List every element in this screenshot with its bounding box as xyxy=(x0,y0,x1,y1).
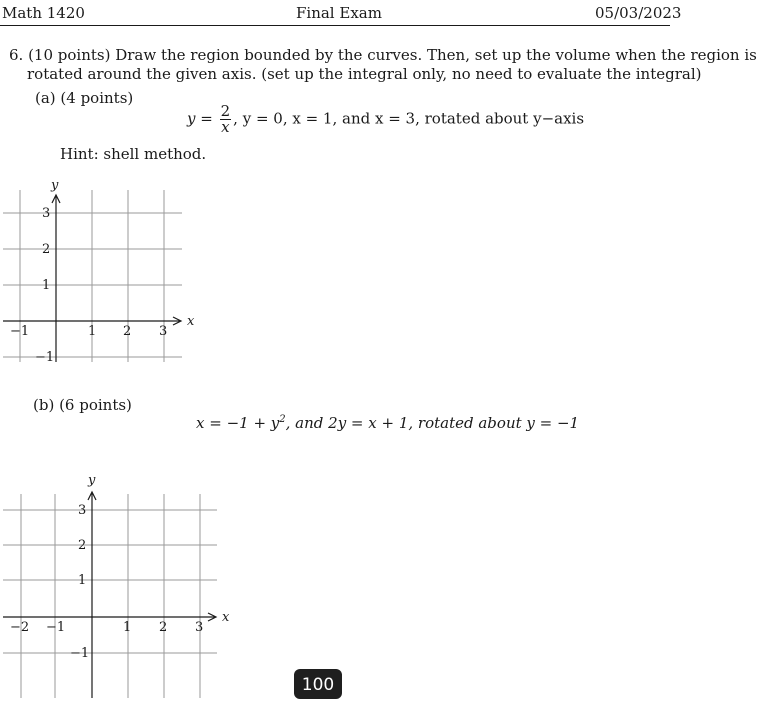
y-tick-label: 3 xyxy=(78,503,87,518)
x-axis-label: x xyxy=(187,314,195,329)
x-tick-label: −2 xyxy=(10,620,30,635)
part-a-equation xyxy=(187,104,584,135)
part-a-label: (a) (4 points) xyxy=(35,89,134,107)
y-tick-label: 2 xyxy=(78,538,87,553)
y-tick-label: 2 xyxy=(42,242,51,257)
x-tick-label: 2 xyxy=(123,324,132,339)
part-b-equation xyxy=(196,414,579,432)
x-tick-label: 3 xyxy=(159,324,168,339)
y-tick-label: −1 xyxy=(35,350,55,365)
part-a-hint: Hint: shell method. xyxy=(60,145,207,163)
header-rule xyxy=(0,25,670,26)
exam-date: 05/03/2023 xyxy=(595,4,682,22)
eq-b-rest: , and 2y = x + 1, rotated about y = −1 xyxy=(285,414,580,432)
eq-rest: , y = 0, x = 1, and x = 3, rotated about y−axis xyxy=(233,109,585,128)
x-tick-label: 3 xyxy=(195,620,204,635)
eq-fraction-denominator: x xyxy=(221,118,230,136)
y-tick-label: 1 xyxy=(42,278,51,293)
eq-equals: = xyxy=(200,109,213,128)
y-tick-label: 3 xyxy=(42,206,51,221)
y-axis-label: y xyxy=(51,178,59,193)
eq-fraction-numerator: 2 xyxy=(220,102,231,120)
problem-line-1: 6. (10 points) Draw the region bounded by the curves. Then, set up the volume when the region is xyxy=(9,46,757,64)
problem-line-2: rotated around the given axis. (set up the integral only, no need to evaluate the integral) xyxy=(27,65,702,83)
x-tick-label: 1 xyxy=(88,324,97,339)
page-count-badge: 100 xyxy=(294,669,342,699)
x-tick-label: −1 xyxy=(10,324,30,339)
exam-title: Final Exam xyxy=(296,4,382,22)
part-b-label: (b) (6 points) xyxy=(33,396,132,414)
y-axis-label: y xyxy=(88,473,96,488)
eq-b-pre: x = −1 + y xyxy=(196,414,280,432)
graph-a xyxy=(0,175,200,370)
x-tick-label: 2 xyxy=(159,620,168,635)
eq-fraction xyxy=(220,104,232,135)
x-axis-label: x xyxy=(222,610,230,625)
x-tick-label: −1 xyxy=(46,620,66,635)
graph-b xyxy=(0,470,240,698)
graph-b-grid xyxy=(3,494,217,698)
y-tick-label: 1 xyxy=(78,573,87,588)
graph-b-axes xyxy=(3,492,216,698)
x-tick-label: 1 xyxy=(123,620,132,635)
eq-y-var: y xyxy=(187,109,196,128)
eq-b-exponent: 2 xyxy=(279,414,286,425)
y-tick-label: −1 xyxy=(70,646,90,661)
course-name: Math 1420 xyxy=(2,4,85,22)
